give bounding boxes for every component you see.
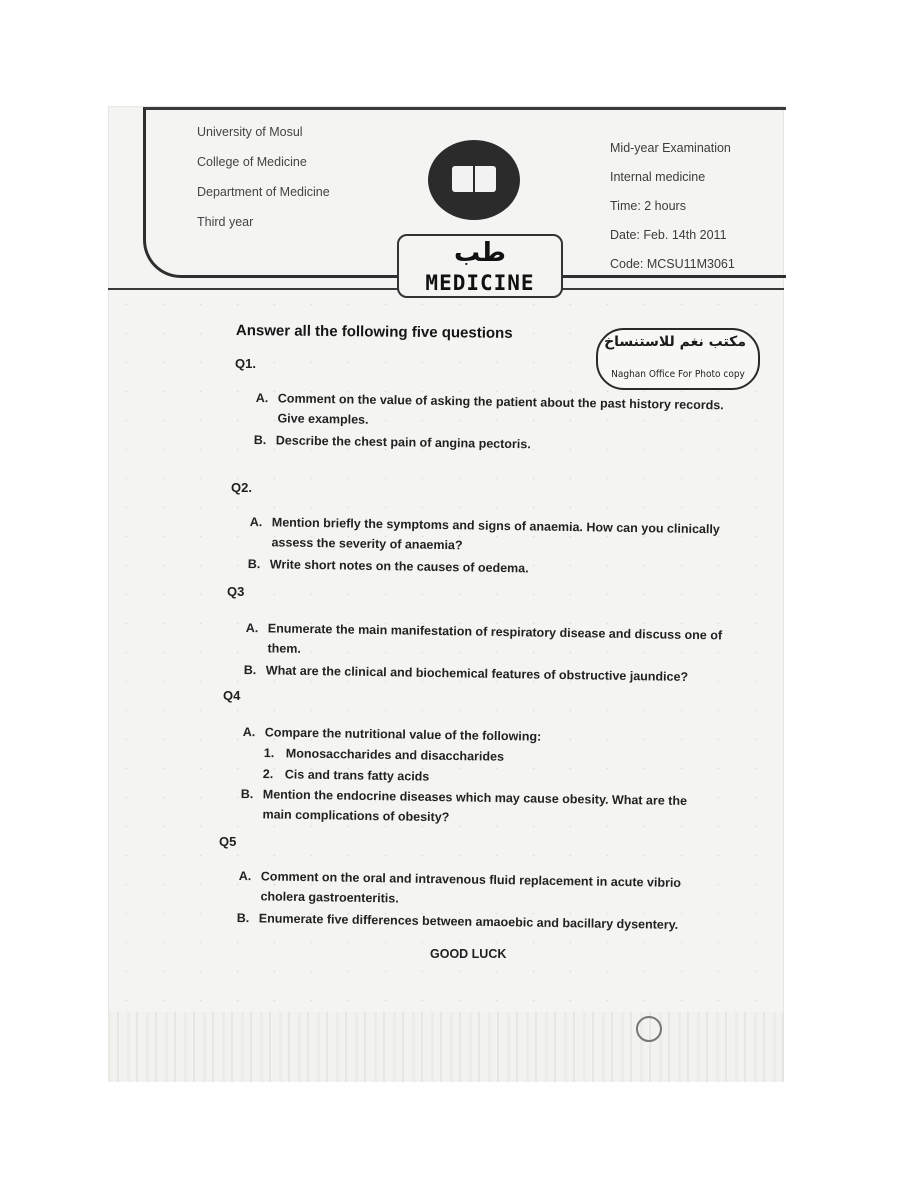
part-marker: B. <box>243 662 257 678</box>
part-text: Mention the endocrine diseases which may cause obesity. What are the <box>262 787 688 809</box>
page-mark <box>636 1016 662 1042</box>
part-text: Enumerate five differences between amaoebic and bacillary dysentery. <box>258 911 679 932</box>
part-continuation: them. <box>267 641 301 656</box>
part-text: What are the clinical and biochemical features of obstructive jaundice? <box>265 663 689 684</box>
exam-date: Date: Feb. 14th 2011 <box>610 228 727 242</box>
stamp-english-text: Naghan Office For Photo copy <box>611 369 745 380</box>
exam-info-block <box>610 138 735 283</box>
scan-edge-noise <box>108 1012 784 1082</box>
part-marker: B. <box>253 432 267 448</box>
exam-subject: Internal medicine <box>610 170 706 184</box>
part-text: Comment on the oral and intravenous fluid replacement in acute vibrio <box>260 869 682 890</box>
medicine-logo <box>397 234 563 298</box>
college-name: College of Medicine <box>197 155 307 169</box>
part-marker: B. <box>247 556 261 572</box>
question-label-q5: Q5 <box>219 834 237 849</box>
part-marker: 2. <box>262 766 274 782</box>
question-part <box>240 784 687 831</box>
question-part <box>249 512 720 559</box>
part-marker: 1. <box>263 745 275 761</box>
question-label-q2: Q2. <box>231 480 252 495</box>
exam-code: Code: MCSU11M3061 <box>610 257 735 271</box>
part-marker: A. <box>255 390 269 406</box>
year-label: Third year <box>197 215 254 229</box>
department-name: Department of Medicine <box>197 185 330 199</box>
part-continuation: assess the severity of anaemia? <box>271 535 463 553</box>
stamp-arabic-text: مكتب نغم للاستنساخ <box>604 334 746 350</box>
photocopy-stamp <box>596 328 760 390</box>
part-text: Write short notes on the causes of oedema. <box>269 557 529 576</box>
instructions-heading: Answer all the following five questions <box>235 322 513 342</box>
question-label-q4: Q4 <box>223 688 241 703</box>
book-icon <box>452 166 496 192</box>
part-marker: B. <box>240 786 254 802</box>
question-part <box>245 618 722 665</box>
part-text: Comment on the value of asking the patient about the past history records. <box>277 391 724 413</box>
question-subpart <box>263 764 430 787</box>
part-text: Enumerate the main manifestation of respiratory disease and discuss one of <box>267 621 723 643</box>
logo-english-text: MEDICINE <box>425 271 535 295</box>
part-marker: A. <box>238 868 252 884</box>
part-marker: A. <box>245 620 259 636</box>
part-text: Describe the chest pain of angina pectoris. <box>275 433 531 452</box>
logo-arabic-text: طب <box>453 238 506 268</box>
exam-type: Mid-year Examination <box>610 141 731 155</box>
part-text: Cis and trans fatty acids <box>284 767 430 784</box>
question-subpart <box>264 743 504 767</box>
question-part <box>238 866 681 913</box>
part-continuation: cholera gastroenteritis. <box>260 889 399 906</box>
question-label-q1: Q1. <box>235 356 256 371</box>
college-seal-icon <box>428 140 520 220</box>
question-part <box>255 388 723 435</box>
institution-block <box>197 122 330 242</box>
part-marker: B. <box>236 910 250 926</box>
closing-text: GOOD LUCK <box>430 947 507 961</box>
exam-time: Time: 2 hours <box>610 199 686 213</box>
part-text: Monosaccharides and disaccharides <box>285 746 505 764</box>
part-continuation: main complications of obesity? <box>262 807 450 825</box>
part-text: Mention briefly the symptoms and signs of anaemia. How can you clinically <box>271 515 720 537</box>
part-continuation: Give examples. <box>277 411 369 427</box>
university-name: University of Mosul <box>197 125 303 139</box>
part-text: Compare the nutritional value of the following: <box>264 725 542 744</box>
part-marker: A. <box>242 724 256 740</box>
part-marker: A. <box>249 514 263 530</box>
question-label-q3: Q3 <box>227 584 245 599</box>
